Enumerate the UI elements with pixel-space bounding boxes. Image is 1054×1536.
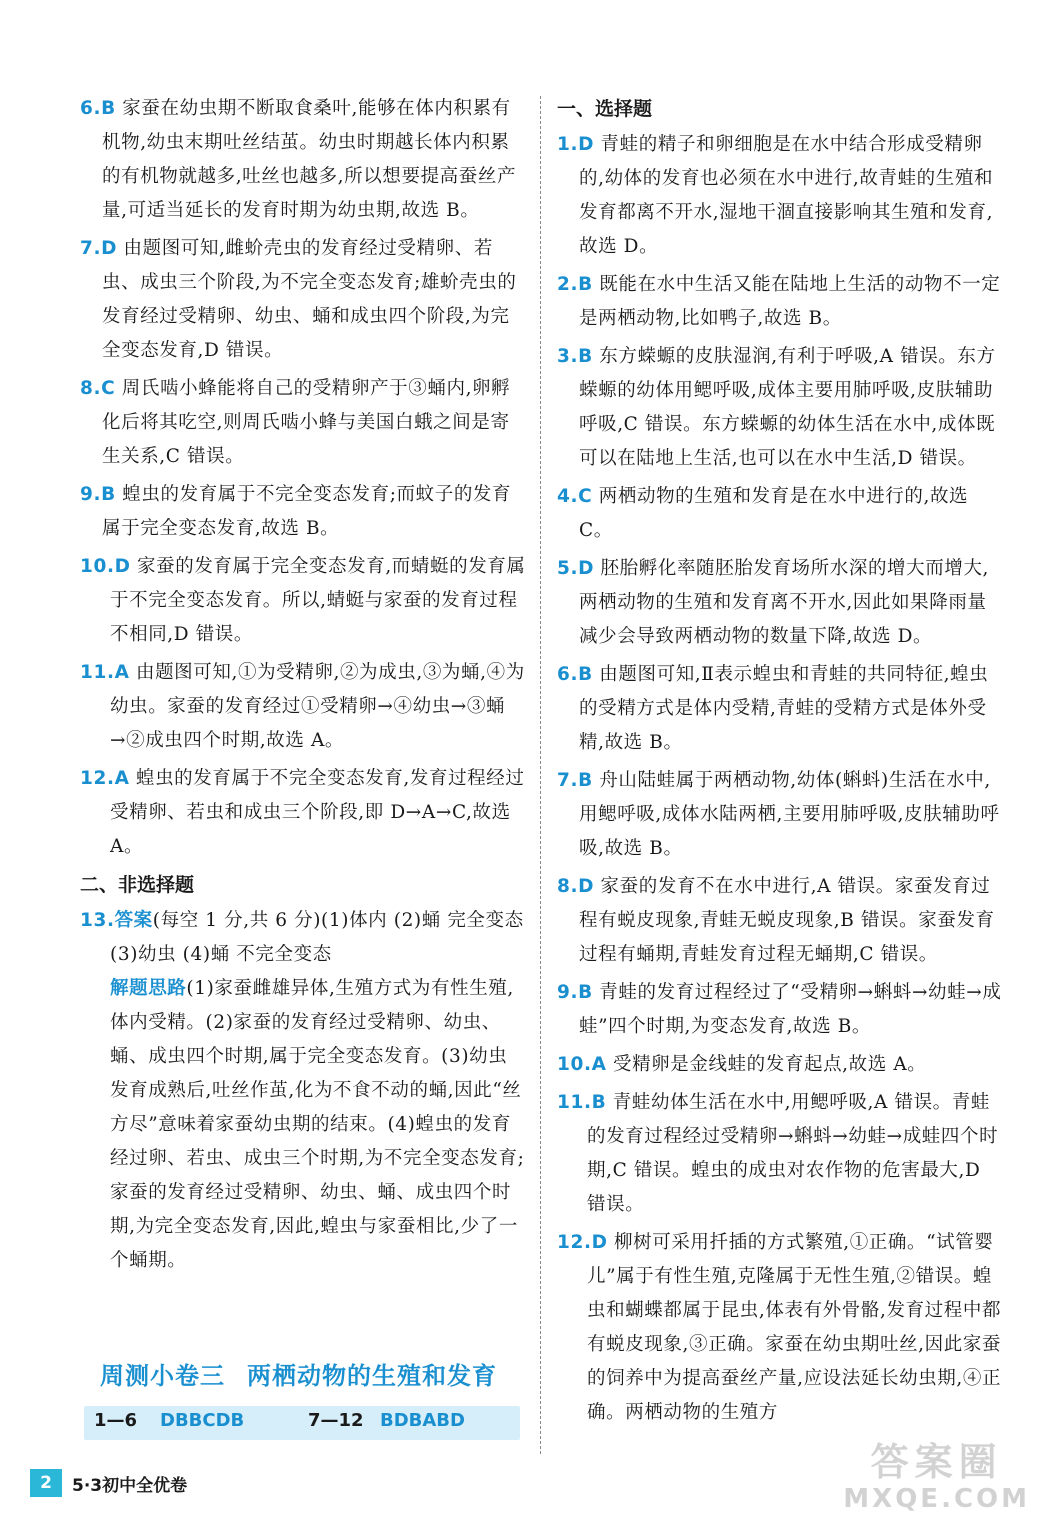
section-heading-choice: 一、选择题 xyxy=(557,98,653,120)
answer-item-r9: 9.B 青蛙的发育过程经过了“受精卵→蝌蚪→幼蛙→成蛙”四个时期,为变态发育,故选 B。 xyxy=(557,982,1002,1037)
answer-item-r10: 10.A 受精卵是金线蛙的发育起点,故选 A。 xyxy=(557,1054,927,1075)
answer-keys-1: DBBCDB xyxy=(160,1410,245,1431)
answer-keys-2: BDBABD xyxy=(380,1410,465,1431)
quick-answers-bar xyxy=(84,1406,520,1440)
answer-item-r11: 11.B 青蛙幼体生活在水中,用鳃呼吸,A 错误。青蛙的发育过程经过受精卵→蝌蚪→幼蛙→成蛙四个时期,C 错误。蝗虫的成虫对农作物的危害最大,D 错误。 xyxy=(557,1092,999,1215)
answer-item-7: 7.D 由题图可知,雌蚧壳虫的发育经过受精卵、若虫、成虫三个阶段,为不完全变态发育;雄蚧壳虫的发育经过受精卵、幼虫、蛹和成虫四个阶段,为完全变态发育,D 错误。 xyxy=(80,238,517,361)
answer-item-8: 8.C 周氏啮小蜂能将自己的受精卵产于③蛹内,卵孵化后将其吃空,则周氏啮小蜂与美国白蛾之间是寄生关系,C 错误。 xyxy=(80,378,511,467)
answer-item-r3: 3.B 东方蝾螈的皮肤湿润,有利于呼吸,A 错误。东方蝾螈的幼体用鳃呼吸,成体主要用肺呼吸,皮肤辅助呼吸,C 错误。东方蝾螈的幼体生活在水中,成体既可以在陆地上生活,也可以在水中生活,D 错误。 xyxy=(557,346,996,469)
weekly-quiz-title: 周测小卷三 两栖动物的生殖和发育 xyxy=(100,1362,497,1390)
book-title: 5·3初中全优卷 xyxy=(72,1475,188,1496)
answer-item-r12: 12.D 柳树可采用扦插的方式繁殖,①正确。“试管婴儿”属于有性生殖,克隆属于无性生殖,②错误。蝗虫和蝴蝶都属于昆虫,体表有外骨骼,发育过程中都有蜕皮现象,③正确。家蚕在幼虫期吐丝,因此家蚕的饲养中为提高蚕丝产量,应设法延长幼虫期,④正确。两栖动物的生殖方 xyxy=(557,1232,1002,1423)
answer-item-r7: 7.B 舟山陆蛙属于两栖动物,幼体(蝌蚪)生活在水中,用鳃呼吸,成体水陆两栖,主要用肺呼吸,皮肤辅助呼吸,故选 B。 xyxy=(557,770,1000,859)
answer-item-r6: 6.B 由题图可知,Ⅱ表示蝗虫和青蛙的共同特征,蝗虫的受精方式是体内受精,青蛙的受精方式是体外受精,故选 B。 xyxy=(557,664,989,753)
answer-item-10: 10.D 家蚕的发育属于完全变态发育,而蜻蜓的发育属于不完全变态发育。所以,蜻蜓与家蚕的发育过程不相同,D 错误。 xyxy=(80,556,526,645)
answer-item-r5: 5.D 胚胎孵化率随胚胎发育场所水深的增大而增大,两栖动物的生殖和发育离不开水,因此如果降雨量减少会导致两栖动物的数量下降,故选 D。 xyxy=(557,558,990,647)
watermark-logo: 答案圈 MXQE.COM xyxy=(843,1440,1030,1514)
left-column xyxy=(80,92,526,1278)
answer-range-1: 1—6 xyxy=(94,1410,138,1431)
thinking-label: 解题思路 xyxy=(110,978,187,999)
answer-item-6: 6.B 家蚕在幼虫期不断取食桑叶,能够在体内积累有机物,幼虫末期吐丝结茧。幼虫时期越长体内积累的有机物就越多,吐丝也越多,所以想要提高蚕丝产量,可适当延长的发育时期为幼虫期,故选 B。 xyxy=(80,98,517,221)
solution-thinking: 解题思路(1)家蚕雌雄异体,生殖方式为有性生殖,体内受精。(2)家蚕的发育经过受精卵、幼虫、蛹、成虫四个时期,属于完全变态发育。(3)幼虫发育成熟后,吐丝作茧,化为不食不动的蛹,因此“丝方尽”意味着家蚕幼虫期的结束。(4)蝗虫的发育经过卵、若虫、成虫三个时期,为不完全变态发育;家蚕的发育经过受精卵、幼虫、蛹、成虫四个时期,为完全变态发育,因此,蝗虫与家蚕相比,少了一个蛹期。 xyxy=(110,978,525,1271)
page-number: 2 xyxy=(30,1469,62,1497)
answer-item-12: 12.A 蝗虫的发育属于不完全变态发育,发育过程经过受精卵、若虫和成虫三个阶段,即 D→A→C,故选 A。 xyxy=(80,768,525,857)
answer-item-13: 13.答案(每空 1 分,共 6 分)(1)体内 (2)蛹 完全变态 (3)幼虫 (4)蛹 不完全变态 xyxy=(80,910,524,965)
answer-item-9: 9.B 蝗虫的发育属于不完全变态发育;而蚊子的发育属于完全变态发育,故选 B。 xyxy=(80,484,512,539)
answer-label: 答案 xyxy=(114,910,153,931)
answer-range-2: 7—12 xyxy=(308,1410,364,1431)
answer-item-r2: 2.B 既能在水中生活又能在陆地上生活的动物不一定是两栖动物,比如鸭子,故选 B。 xyxy=(557,274,1001,329)
answer-item-11: 11.A 由题图可知,①为受精卵,②为成虫,③为蛹,④为幼虫。家蚕的发育经过①受精卵→④幼虫→③蛹→②成虫四个时期,故选 A。 xyxy=(80,662,525,751)
section-heading-nonchoice: 二、非选择题 xyxy=(80,874,195,896)
answer-item-r1: 1.D 青蛙的精子和卵细胞是在水中结合形成受精卵的,幼体的发育也必须在水中进行,故青蛙的生殖和发育都离不开水,湿地干涸直接影响其生殖和发育,故选 D。 xyxy=(557,134,994,257)
right-column xyxy=(557,92,1003,1434)
page-footer xyxy=(30,1468,187,1498)
answer-item-r4: 4.C 两栖动物的生殖和发育是在水中进行的,故选 C。 xyxy=(557,486,969,541)
column-divider xyxy=(540,96,541,1454)
answer-item-r8: 8.D 家蚕的发育不在水中进行,A 错误。家蚕发育过程有蜕皮现象,青蛙无蜕皮现象,B 错误。家蚕发育过程有蛹期,青蛙发育过程无蛹期,C 错误。 xyxy=(557,876,995,965)
